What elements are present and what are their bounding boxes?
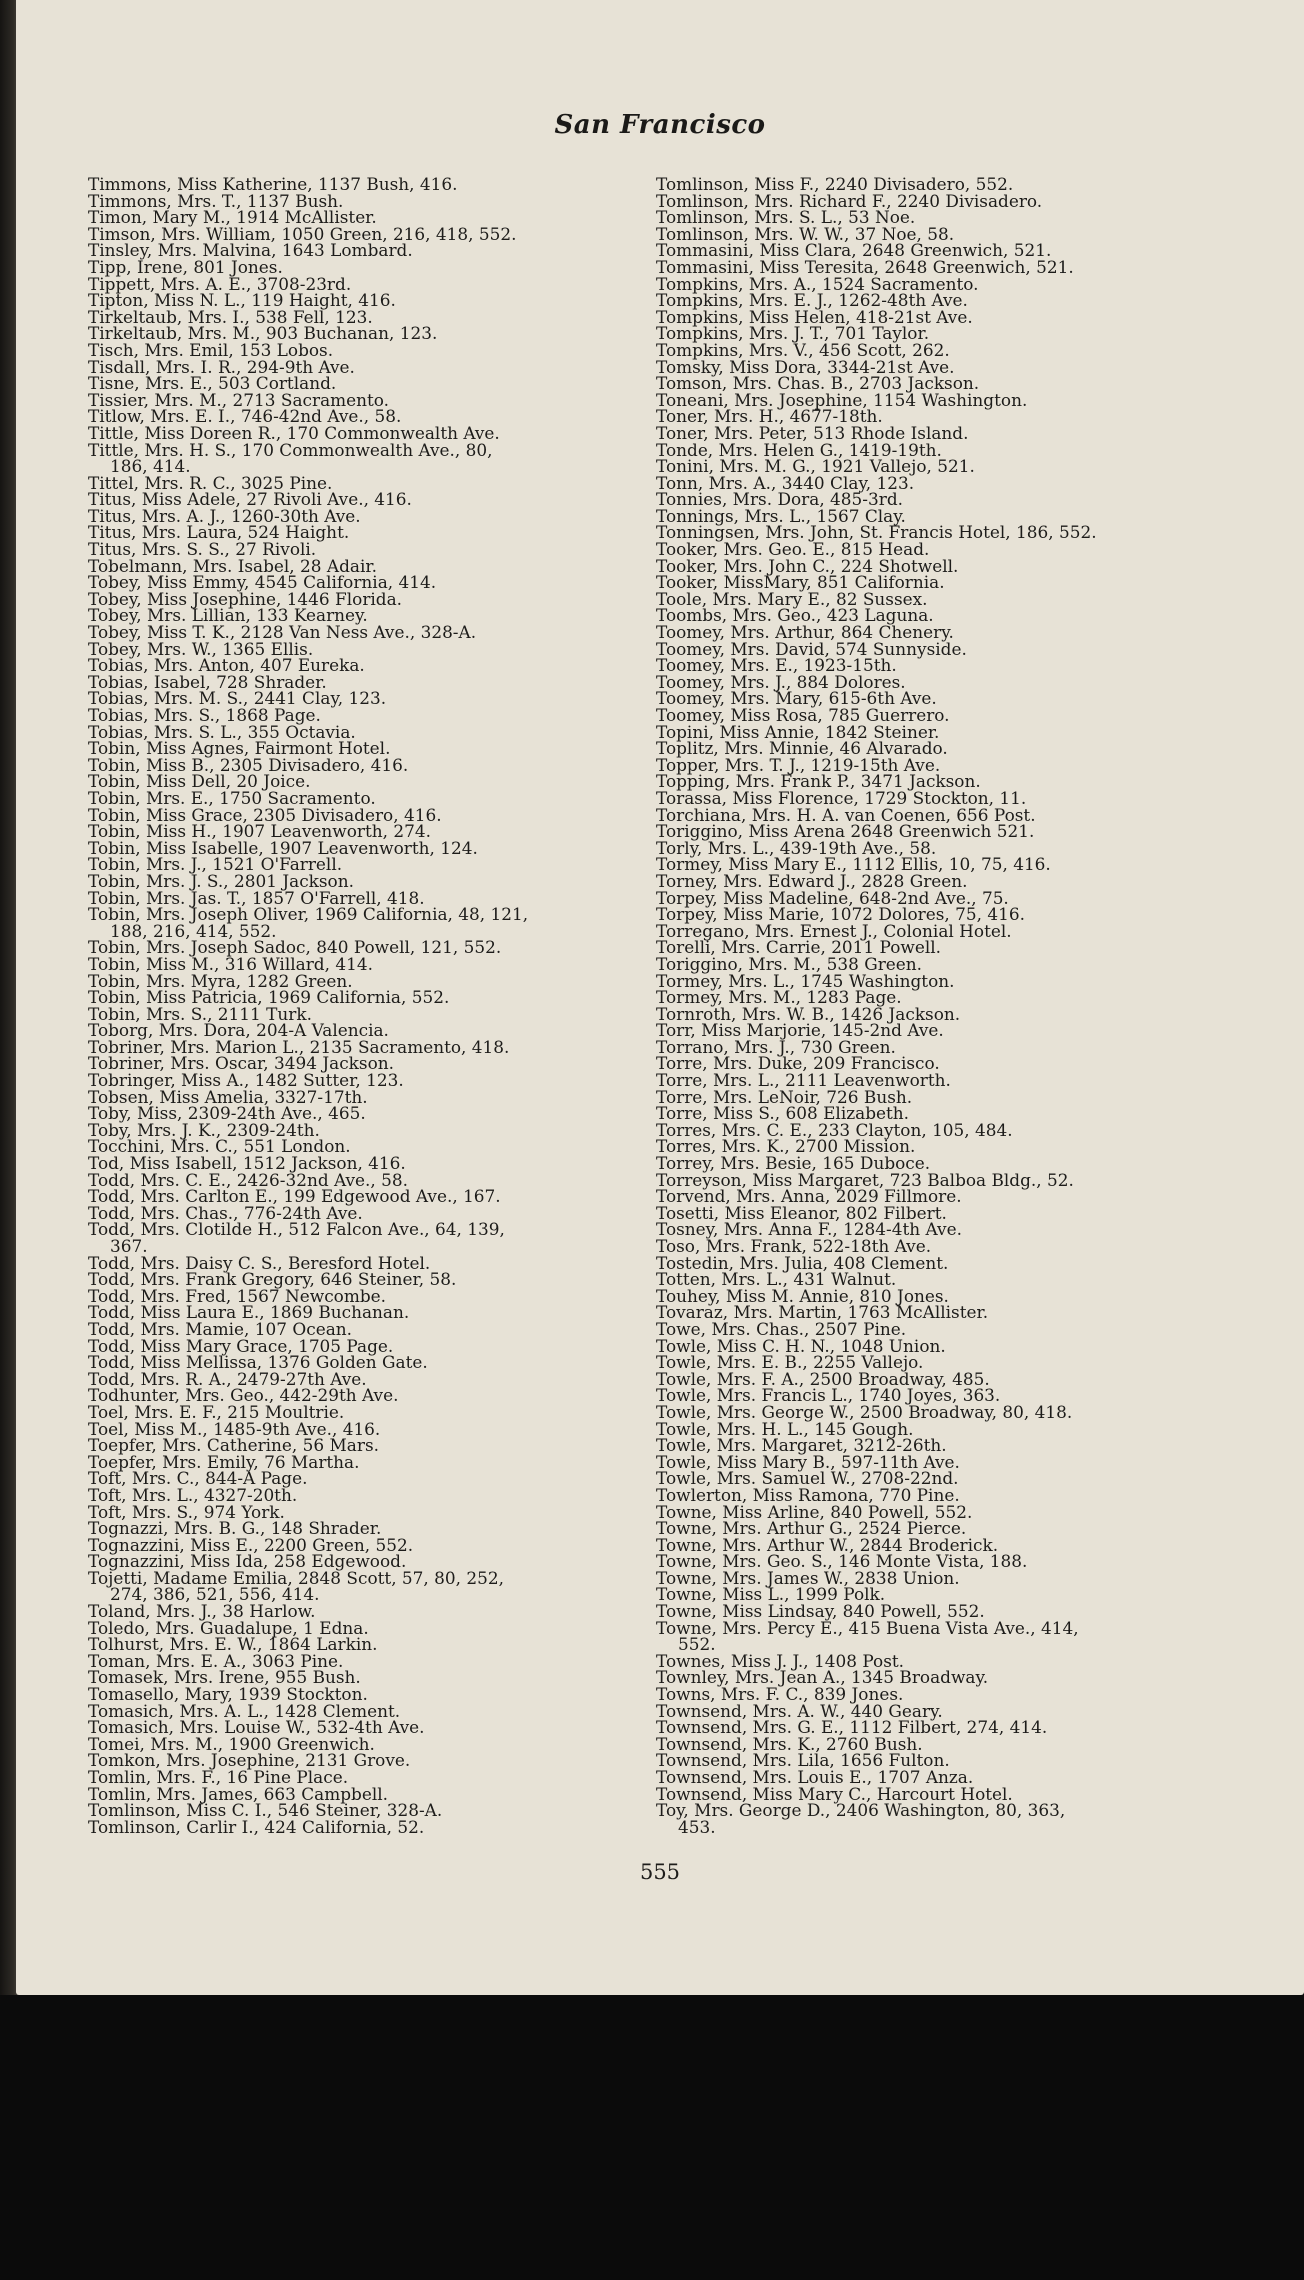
directory-entry: Townes, Miss J. J., 1408 Post.	[656, 1650, 905, 1671]
directory-entry: Towle, Mrs. Samuel W., 2708-22nd.	[656, 1468, 959, 1489]
directory-entry: Tonnings, Mrs. L., 1567 Clay.	[656, 505, 906, 526]
directory-entry: Tobin, Miss Isabelle, 1907 Leavenworth, 124.	[88, 837, 478, 858]
directory-entry: Torly, Mrs. L., 439-19th Ave., 58.	[656, 837, 937, 858]
directory-entry: Tisch, Mrs. Emil, 153 Lobos.	[88, 339, 334, 360]
directory-entry: Toplitz, Mrs. Minnie, 46 Alvarado.	[656, 738, 948, 759]
directory-entry: Tognazzini, Miss E., 2200 Green, 552.	[88, 1534, 414, 1555]
directory-entry: Tosetti, Miss Eleanor, 802 Filbert.	[656, 1202, 947, 1223]
directory-entry: Toepfer, Mrs. Emily, 76 Martha.	[88, 1451, 360, 1472]
directory-entry: Titlow, Mrs. E. I., 746-42nd Ave., 58.	[88, 406, 402, 427]
directory-entry: Towne, Mrs. Arthur G., 2524 Pierce.	[656, 1518, 967, 1539]
directory-entry: Towle, Miss C. H. N., 1048 Union.	[656, 1335, 946, 1356]
directory-entry: Tonini, Mrs. M. G., 1921 Vallejo, 521.	[656, 456, 975, 477]
directory-entry: Torreyson, Miss Margaret, 723 Balboa Bldg., 52.	[656, 1169, 1074, 1190]
directory-entry: Tobriner, Mrs. Oscar, 3494 Jackson.	[88, 1053, 394, 1074]
directory-entry: Tobin, Miss Patricia, 1969 California, 552.	[88, 987, 450, 1008]
directory-entry: Torre, Mrs. Duke, 209 Francisco.	[656, 1053, 940, 1074]
directory-entry: Towle, Mrs. Francis L., 1740 Joyes, 363.	[656, 1385, 1001, 1406]
directory-entry: Tomsky, Miss Dora, 3344-21st Ave.	[656, 356, 955, 377]
directory-entry: Toland, Mrs. J., 38 Harlow.	[88, 1601, 316, 1622]
directory-entry: Tomei, Mrs. M., 1900 Greenwich.	[88, 1733, 375, 1754]
directory-entry: Tobey, Mrs. Lillian, 133 Kearney.	[88, 605, 368, 626]
directory-entry: Toomey, Mrs. J., 884 Dolores.	[656, 671, 906, 692]
directory-entry: Tovaraz, Mrs. Martin, 1763 McAllister.	[656, 1302, 989, 1323]
directory-entry: Tomlinson, Mrs. W. W., 37 Noe, 58.	[656, 223, 955, 244]
directory-entry: Tipp, Irene, 801 Jones.	[88, 256, 283, 277]
directory-entry: Toneani, Mrs. Josephine, 1154 Washington.	[656, 389, 1028, 410]
directory-entry: Tommasini, Miss Clara, 2648 Greenwich, 521.	[656, 240, 1052, 261]
directory-entry: Titus, Mrs. S. S., 27 Rivoli.	[88, 539, 317, 560]
directory-entry: Tobin, Mrs. S., 2111 Turk.	[88, 1003, 312, 1024]
directory-entry: Todhunter, Mrs. Geo., 442-29th Ave.	[88, 1385, 399, 1406]
directory-entry: Towne, Mrs. James W., 2838 Union.	[656, 1567, 960, 1588]
directory-entry: Todd, Mrs. R. A., 2479-27th Ave.	[88, 1368, 367, 1389]
directory-entry: Tipton, Miss N. L., 119 Haight, 416.	[88, 290, 396, 311]
directory-entry: Towne, Miss L., 1999 Polk.	[656, 1584, 886, 1605]
directory-entry: Toledo, Mrs. Guadalupe, 1 Edna.	[88, 1617, 369, 1638]
directory-entry: Topper, Mrs. T. J., 1219-15th Ave.	[656, 754, 941, 775]
directory-entry: Torrey, Mrs. Besie, 165 Duboce.	[656, 1153, 931, 1174]
directory-entry: Towne, Miss Arline, 840 Powell, 552.	[656, 1501, 973, 1522]
directory-entry: Toombs, Mrs. Geo., 423 Laguna.	[656, 605, 934, 626]
directory-entry: Tobin, Mrs. Joseph Oliver, 1969 California, 48, 121, 188, 216, 414, 552.	[88, 904, 529, 941]
directory-entry: Toft, Mrs. C., 844-A Page.	[88, 1468, 308, 1489]
directory-entry: Tobin, Miss Grace, 2305 Divisadero, 416.	[88, 804, 442, 825]
directory-entry: Toel, Miss M., 1485-9th Ave., 416.	[88, 1418, 381, 1439]
directory-entry: Toft, Mrs. L., 4327-20th.	[88, 1484, 298, 1505]
directory-entry: Townsend, Mrs. Louis E., 1707 Anza.	[656, 1767, 974, 1787]
directory-entry: Torassa, Miss Florence, 1729 Stockton, 11.	[656, 787, 1027, 808]
directory-entry: Tormey, Miss Mary E., 1112 Ellis, 10, 75, 416.	[656, 854, 1051, 875]
directory-entry: Torr, Miss Marjorie, 145-2nd Ave.	[656, 1020, 944, 1041]
directory-entry: Tomlin, Mrs. James, 663 Campbell.	[88, 1783, 389, 1804]
directory-entry: Tobin, Mrs. Myra, 1282 Green.	[88, 970, 353, 991]
directory-entry: Tomlinson, Miss F., 2240 Divisadero, 552.	[656, 174, 1014, 194]
directory-entry: Torchiana, Mrs. H. A. van Coenen, 656 Post.	[656, 804, 1036, 825]
page-number: 555	[639, 1860, 681, 1884]
directory-entry: Towle, Mrs. E. B., 2255 Vallejo.	[656, 1352, 924, 1373]
directory-entry: Tomlinson, Mrs. Richard F., 2240 Divisadero.	[656, 190, 1043, 211]
directory-entry: Tomasich, Mrs. A. L., 1428 Clement.	[88, 1700, 401, 1721]
directory-entry: Tomasich, Mrs. Louise W., 532-4th Ave.	[88, 1717, 425, 1738]
directory-entry: Toso, Mrs. Frank, 522-18th Ave.	[656, 1236, 932, 1256]
directory-entry: Tisdall, Mrs. I. R., 294-9th Ave.	[88, 356, 355, 377]
directory-entry: Topping, Mrs. Frank P., 3471 Jackson.	[656, 771, 981, 792]
directory-entry: Towne, Mrs. Arthur W., 2844 Broderick.	[656, 1534, 999, 1555]
directory-entry: Towne, Miss Lindsay, 840 Powell, 552.	[656, 1601, 985, 1622]
directory-entry: Towle, Mrs. H. L., 145 Gough.	[656, 1418, 914, 1439]
directory-entry: Tobin, Mrs. Jas. T., 1857 O'Farrell, 418.	[88, 887, 425, 908]
directory-entry: Toomey, Mrs. E., 1923-15th.	[656, 655, 897, 676]
directory-entry: Toft, Mrs. S., 974 York.	[88, 1501, 285, 1522]
directory-entry: Torpey, Miss Marie, 1072 Dolores, 75, 416.	[656, 904, 1025, 925]
directory-entry: Titus, Mrs. A. J., 1260-30th Ave.	[88, 505, 361, 526]
directory-entry: Tobin, Miss Agnes, Fairmont Hotel.	[88, 738, 391, 759]
directory-entry: Torvend, Mrs. Anna, 2029 Fillmore.	[656, 1186, 962, 1207]
directory-entry: Townsend, Miss Mary C., Harcourt Hotel.	[656, 1783, 1013, 1804]
right-column	[656, 176, 1266, 1835]
directory-entry: Timon, Mary M., 1914 McAllister.	[88, 207, 377, 228]
directory-entry: Tod, Miss Isabell, 1512 Jackson, 416.	[88, 1153, 406, 1174]
directory-entry: Tobey, Miss Emmy, 4545 California, 414.	[88, 572, 437, 593]
directory-entry: Tobin, Miss Dell, 20 Joice.	[88, 771, 311, 792]
directory-entry: Tonn, Mrs. A., 3440 Clay, 123.	[656, 472, 915, 493]
directory-entry: Towlerton, Miss Ramona, 770 Pine.	[656, 1484, 960, 1505]
directory-entry: Tittle, Mrs. H. S., 170 Commonwealth Ave., 80, 186, 414.	[88, 439, 493, 477]
directory-entry: Towne, Mrs. Percy E., 415 Buena Vista Ave., 414, 552.	[656, 1617, 1079, 1655]
directory-entry: Tirkeltaub, Mrs. M., 903 Buchanan, 123.	[88, 323, 438, 344]
directory-entry: Toman, Mrs. E. A., 3063 Pine.	[88, 1650, 344, 1671]
directory-entry: Todd, Mrs. Mamie, 107 Ocean.	[88, 1318, 353, 1339]
directory-entry: Towle, Mrs. F. A., 2500 Broadway, 485.	[656, 1368, 990, 1389]
directory-entry: Tomlinson, Carlir I., 424 California, 52.	[88, 1816, 425, 1837]
directory-entry: Tooker, MissMary, 851 California.	[656, 572, 945, 593]
left-column	[88, 176, 653, 1835]
directory-entry: Towns, Mrs. F. C., 839 Jones.	[656, 1684, 904, 1705]
directory-entry: Timmons, Mrs. T., 1137 Bush.	[88, 190, 344, 211]
directory-entry: Toel, Mrs. E. F., 215 Moultrie.	[88, 1401, 345, 1422]
directory-entry: Tobelmann, Mrs. Isabel, 28 Adair.	[88, 555, 377, 576]
directory-entry: Todd, Miss Laura E., 1869 Buchanan.	[88, 1302, 410, 1323]
directory-entry: Tobey, Mrs. W., 1365 Ellis.	[88, 638, 314, 659]
directory-entry: Tobin, Mrs. J., 1521 O'Farrell.	[88, 854, 343, 875]
directory-entry: Townsend, Mrs. Lila, 1656 Fulton.	[656, 1750, 950, 1771]
directory-entry: Toomey, Mrs. Mary, 615-6th Ave.	[656, 688, 937, 709]
directory-entry: Tobin, Mrs. J. S., 2801 Jackson.	[88, 870, 354, 891]
directory-entry: Tosney, Mrs. Anna F., 1284-4th Ave.	[656, 1219, 962, 1240]
directory-entry: Torregano, Mrs. Ernest J., Colonial Hotel.	[656, 920, 1012, 941]
directory-entry: Tooker, Mrs. Geo. E., 815 Head.	[656, 539, 930, 560]
directory-entry: Tompkins, Mrs. V., 456 Scott, 262.	[656, 339, 950, 360]
directory-entry: Tostedin, Mrs. Julia, 408 Clement.	[656, 1252, 949, 1273]
directory-entry: Tobias, Isabel, 728 Shrader.	[88, 671, 327, 692]
directory-entry: Tittle, Miss Doreen R., 170 Commonwealth Ave.	[88, 422, 500, 443]
directory-entry: Tompkins, Miss Helen, 418-21st Ave.	[656, 306, 973, 327]
directory-entry: Todd, Mrs. Fred, 1567 Newcombe.	[88, 1285, 387, 1306]
directory-entry: Toriggino, Mrs. M., 538 Green.	[656, 953, 923, 974]
directory-entry: Titus, Miss Adele, 27 Rivoli Ave., 416.	[88, 489, 412, 510]
directory-entry: Tooker, Mrs. John C., 224 Shotwell.	[656, 555, 959, 576]
directory-entry: Tocchini, Mrs. C., 551 London.	[88, 1136, 351, 1157]
directory-entry: Tobias, Mrs. S. L., 355 Octavia.	[88, 721, 356, 742]
directory-entry: Tonde, Mrs. Helen G., 1419-19th.	[656, 439, 942, 460]
directory-entry: Tippett, Mrs. A. E., 3708-23rd.	[88, 273, 352, 294]
directory-entry: Tomlinson, Mrs. S. L., 53 Noe.	[656, 207, 916, 228]
directory-entry: Townley, Mrs. Jean A., 1345 Broadway.	[656, 1667, 989, 1688]
directory-entry: Tobriner, Mrs. Marion L., 2135 Sacramento, 418.	[88, 1036, 510, 1057]
directory-entry: Totten, Mrs. L., 431 Walnut.	[656, 1269, 897, 1290]
directory-entry: Todd, Mrs. Daisy C. S., Beresford Hotel.	[88, 1252, 431, 1273]
directory-entry: Torres, Mrs. K., 2700 Mission.	[656, 1136, 916, 1157]
directory-entry: Townsend, Mrs. G. E., 1112 Filbert, 274, 414.	[656, 1717, 1048, 1738]
directory-entry: Toby, Miss, 2309-24th Ave., 465.	[88, 1103, 366, 1124]
directory-entry: Todd, Mrs. Carlton E., 199 Edgewood Ave., 167.	[88, 1186, 501, 1207]
directory-entry: Tormey, Mrs. M., 1283 Page.	[656, 987, 902, 1008]
directory-entry: Todd, Miss Mary Grace, 1705 Page.	[88, 1335, 394, 1356]
directory-entry: Toomey, Mrs. Arthur, 864 Chenery.	[656, 622, 954, 643]
directory-entry: Toriggino, Miss Arena 2648 Greenwich 521.	[656, 821, 1035, 842]
directory-entry: Towle, Miss Mary B., 597-11th Ave.	[656, 1451, 960, 1472]
directory-entry: Toole, Mrs. Mary E., 82 Sussex.	[656, 588, 928, 609]
directory-entry: Tomasek, Mrs. Irene, 955 Bush.	[88, 1667, 361, 1688]
directory-entry: Tojetti, Madame Emilia, 2848 Scott, 57, 80, 252, 274, 386, 521, 556, 414.	[88, 1567, 504, 1605]
directory-entry: Towle, Mrs. George W., 2500 Broadway, 80, 418.	[656, 1401, 1073, 1422]
directory-entry: Topini, Miss Annie, 1842 Steiner.	[656, 721, 940, 742]
directory-entry: Titus, Mrs. Laura, 524 Haight.	[88, 522, 350, 543]
directory-entry: Toepfer, Mrs. Catherine, 56 Mars.	[88, 1435, 379, 1456]
directory-entry: Tobsen, Miss Amelia, 3327-17th.	[88, 1086, 368, 1107]
directory-entry: Tormey, Mrs. L., 1745 Washington.	[656, 970, 955, 991]
directory-entry: Torre, Miss S., 608 Elizabeth.	[656, 1103, 910, 1124]
directory-entry: Tonningsen, Mrs. John, St. Francis Hotel, 186, 552.	[656, 522, 1097, 543]
directory-entry: Tisne, Mrs. E., 503 Cortland.	[88, 373, 337, 394]
directory-entry: Tobias, Mrs. Anton, 407 Eureka.	[88, 655, 365, 676]
directory-page	[16, 0, 1304, 1995]
directory-entry: Tornroth, Mrs. W. B., 1426 Jackson.	[656, 1003, 961, 1024]
directory-entry: Toner, Mrs. Peter, 513 Rhode Island.	[656, 422, 969, 443]
directory-entry: Tobin, Mrs. Joseph Sadoc, 840 Powell, 121, 552.	[88, 937, 502, 958]
directory-entry: Todd, Mrs. C. E., 2426-32nd Ave., 58.	[88, 1169, 409, 1190]
directory-entry: Tobey, Miss Josephine, 1446 Florida.	[88, 588, 403, 609]
directory-entry: Torelli, Mrs. Carrie, 2011 Powell.	[656, 937, 942, 958]
directory-entry: Towne, Mrs. Geo. S., 146 Monte Vista, 188.	[656, 1551, 1028, 1572]
directory-entry: Townsend, Mrs. A. W., 440 Geary.	[656, 1700, 943, 1721]
directory-entry: Tomlin, Mrs. F., 16 Pine Place.	[88, 1767, 349, 1787]
directory-entry: Todd, Mrs. Frank Gregory, 646 Steiner, 58.	[88, 1269, 457, 1290]
directory-entry: Tobin, Miss M., 316 Willard, 414.	[88, 953, 373, 974]
directory-entry: Tompkins, Mrs. J. T., 701 Taylor.	[656, 323, 930, 344]
directory-entry: Toy, Mrs. George D., 2406 Washington, 80, 363, 453.	[656, 1800, 1066, 1837]
directory-entry: Torpey, Miss Madeline, 648-2nd Ave., 75.	[656, 887, 1009, 908]
directory-entry: Toomey, Mrs. David, 574 Sunnyside.	[656, 638, 967, 659]
directory-entry: Torres, Mrs. C. E., 233 Clayton, 105, 484.	[656, 1119, 1013, 1140]
directory-entry: Tommasini, Miss Teresita, 2648 Greenwich, 521.	[656, 256, 1074, 277]
directory-entry: Tomson, Mrs. Chas. B., 2703 Jackson.	[656, 373, 980, 394]
directory-entry: Tinsley, Mrs. Malvina, 1643 Lombard.	[88, 240, 413, 261]
directory-entry: Tompkins, Mrs. A., 1524 Sacramento.	[656, 273, 979, 294]
directory-entry: Torre, Mrs. LeNoir, 726 Bush.	[656, 1086, 913, 1107]
directory-entry: Towle, Mrs. Margaret, 3212-26th.	[656, 1435, 947, 1456]
directory-entry: Tirkeltaub, Mrs. I., 538 Fell, 123.	[88, 306, 373, 327]
directory-entry: Tobin, Miss H., 1907 Leavenworth, 274.	[88, 821, 431, 842]
directory-entry: Tobin, Mrs. E., 1750 Sacramento.	[88, 787, 376, 808]
directory-entry: Tissier, Mrs. M., 2713 Sacramento.	[88, 389, 390, 410]
page-header: San Francisco	[554, 110, 766, 140]
directory-entry: Tobringer, Miss A., 1482 Sutter, 123.	[88, 1070, 404, 1091]
directory-entry: Towe, Mrs. Chas., 2507 Pine.	[656, 1318, 907, 1339]
directory-entry: Tobey, Miss T. K., 2128 Van Ness Ave., 328-A.	[88, 622, 477, 643]
directory-entry: Tomkon, Mrs. Josephine, 2131 Grove.	[88, 1750, 411, 1771]
directory-entry: Tomasello, Mary, 1939 Stockton.	[88, 1684, 368, 1705]
directory-entry: Torrano, Mrs. J., 730 Green.	[656, 1036, 896, 1057]
directory-entry: Tompkins, Mrs. E. J., 1262-48th Ave.	[656, 290, 968, 311]
directory-entry: Toborg, Mrs. Dora, 204-A Valencia.	[88, 1020, 389, 1041]
directory-entry: Toomey, Miss Rosa, 785 Guerrero.	[656, 705, 950, 725]
directory-entry: Todd, Mrs. Clotilde H., 512 Falcon Ave., 64, 139, 367.	[88, 1219, 505, 1256]
directory-entry: Todd, Miss Mellissa, 1376 Golden Gate.	[88, 1352, 428, 1373]
directory-entry: Tognazzini, Miss Ida, 258 Edgewood.	[88, 1551, 407, 1572]
directory-entry: Tittel, Mrs. R. C., 3025 Pine.	[88, 472, 333, 493]
directory-entry: Touhey, Miss M. Annie, 810 Jones.	[656, 1285, 949, 1306]
directory-entry: Torre, Mrs. L., 2111 Leavenworth.	[656, 1070, 951, 1091]
directory-entry: Toby, Mrs. J. K., 2309-24th.	[88, 1119, 320, 1140]
directory-entry: Townsend, Mrs. K., 2760 Bush.	[656, 1733, 923, 1754]
directory-entry: Toner, Mrs. H., 4677-18th.	[656, 406, 883, 427]
directory-entry: Todd, Mrs. Chas., 776-24th Ave.	[88, 1202, 363, 1223]
directory-entry: Timmons, Miss Katherine, 1137 Bush, 416.	[88, 174, 458, 194]
directory-entry: Tognazzi, Mrs. B. G., 148 Shrader.	[88, 1518, 382, 1539]
directory-entry: Timson, Mrs. William, 1050 Green, 216, 418, 552.	[88, 223, 517, 244]
directory-entry: Tobias, Mrs. S., 1868 Page.	[88, 705, 321, 725]
directory-entry: Tolhurst, Mrs. E. W., 1864 Larkin.	[88, 1634, 378, 1655]
directory-entry: Tobias, Mrs. M. S., 2441 Clay, 123.	[88, 688, 387, 709]
directory-entry: Tomlinson, Miss C. I., 546 Steiner, 328-A.	[88, 1800, 443, 1821]
directory-entry: Tobin, Miss B., 2305 Divisadero, 416.	[88, 754, 409, 775]
directory-entry: Torney, Mrs. Edward J., 2828 Green.	[656, 870, 968, 891]
directory-entry: Tonnies, Mrs. Dora, 485-3rd.	[656, 489, 904, 510]
